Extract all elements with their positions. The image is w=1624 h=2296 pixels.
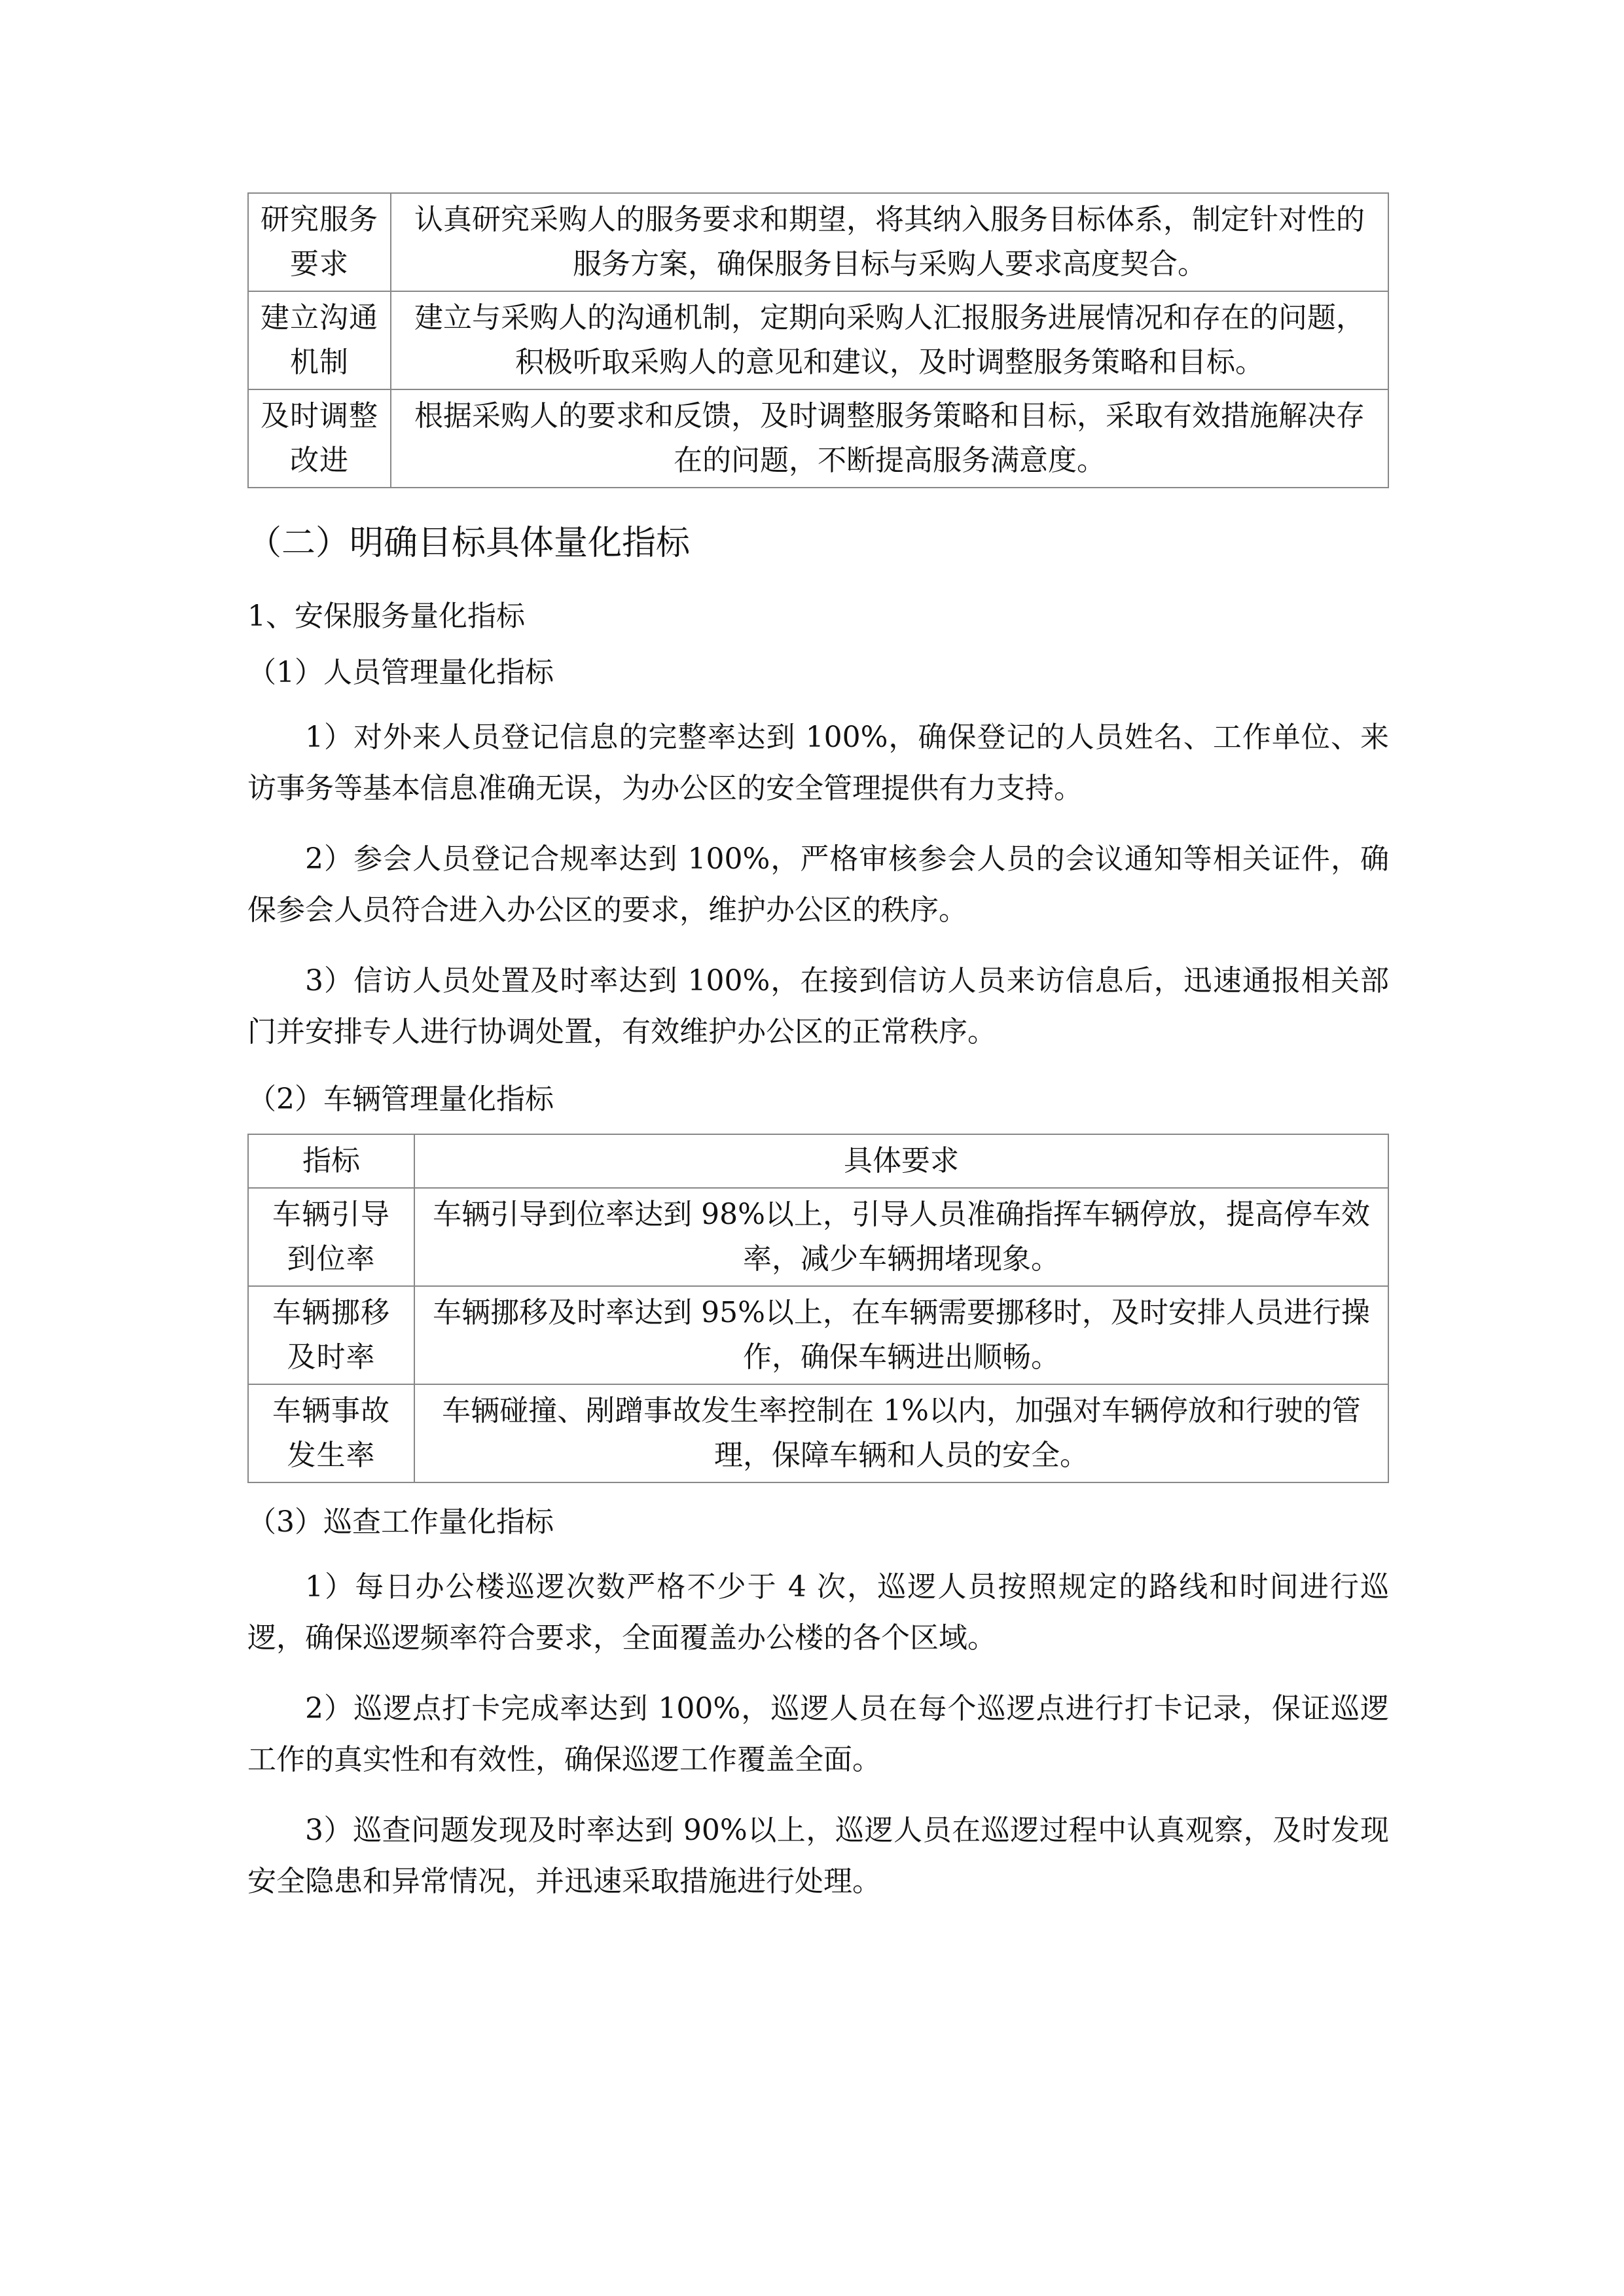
vehicle-metrics-table [247,1134,1389,1483]
table-cell-label: 车辆挪移及时率 [248,1286,414,1384]
table-row [248,1188,1388,1286]
table-row [248,291,1388,389]
table-header-row [248,1134,1388,1188]
table-cell-desc: 车辆挪移及时率达到 95%以上，在车辆需要挪移时，及时安排人员进行操作，确保车辆进出顺畅。 [414,1286,1388,1384]
patrol-heading: （3）巡查工作量化指标 [247,1505,554,1539]
table-cell-label: 车辆事故发生率 [248,1384,414,1482]
table-cell-desc: 建立与采购人的沟通机制，定期向采购人汇报服务进展情况和存在的问题，积极听取采购人的意见和建议，及时调整服务策略和目标。 [391,291,1388,389]
subsection-heading: 1、安保服务量化指标 [247,600,525,633]
page-content [247,192,1389,1927]
table-cell-label: 研究服务要求 [248,193,391,291]
paragraph: 1）每日办公楼巡逻次数严格不少于 4 次，巡逻人员按照规定的路线和时间进行巡逻，确保巡逻频率符合要求，全面覆盖办公楼的各个区域。 [247,1570,1389,1655]
table-row [248,389,1388,488]
paragraph: 2）参会人员登记合规率达到 100%，严格审核参会人员的会议通知等相关证件，确保参会人员符合进入办公区的要求，维护办公区的秩序。 [247,842,1389,927]
paragraph: 3）信访人员处置及时率达到 100%，在接到信访人员来访信息后，迅速通报相关部门并安排专人进行协调处置，有效维护办公区的正常秩序。 [247,964,1389,1049]
column-header-indicator: 指标 [248,1134,414,1188]
table-cell-label: 及时调整改进 [248,389,391,488]
paragraph: 1）对外来人员登记信息的完整率达到 100%，确保登记的人员姓名、工作单位、来访事务等基本信息准确无误，为办公区的安全管理提供有力支持。 [247,721,1389,805]
paragraph: 2）巡逻点打卡完成率达到 100%，巡逻人员在每个巡逻点进行打卡记录，保证巡逻工作的真实性和有效性，确保巡逻工作覆盖全面。 [247,1692,1389,1776]
table-cell-desc: 认真研究采购人的服务要求和期望，将其纳入服务目标体系，制定针对性的服务方案，确保服务目标与采购人要求高度契合。 [391,193,1388,291]
table-cell-label: 建立沟通机制 [248,291,391,389]
table-row [248,1384,1388,1482]
table-cell-label: 车辆引导到位率 [248,1188,414,1286]
table-row [248,193,1388,291]
personnel-heading: （1）人员管理量化指标 [247,656,554,689]
table-cell-desc: 根据采购人的要求和反馈，及时调整服务策略和目标，采取有效措施解决存在的问题，不断提高服务满意度。 [391,389,1388,488]
service-measures-table [247,192,1389,488]
paragraph: 3）巡查问题发现及时率达到 90%以上，巡逻人员在巡逻过程中认真观察，及时发现安全隐患和异常情况，并迅速采取措施进行处理。 [247,1814,1389,1898]
table-row [248,1286,1388,1384]
column-header-requirement: 具体要求 [414,1134,1388,1188]
table-cell-desc: 车辆引导到位率达到 98%以上，引导人员准确指挥车辆停放，提高停车效率，减少车辆拥堵现象。 [414,1188,1388,1286]
vehicle-heading: （2）车辆管理量化指标 [247,1083,554,1116]
table-cell-desc: 车辆碰撞、剐蹭事故发生率控制在 1%以内，加强对车辆停放和行驶的管理，保障车辆和人员的安全。 [414,1384,1388,1482]
section-heading: （二）明确目标具体量化指标 [247,524,691,563]
